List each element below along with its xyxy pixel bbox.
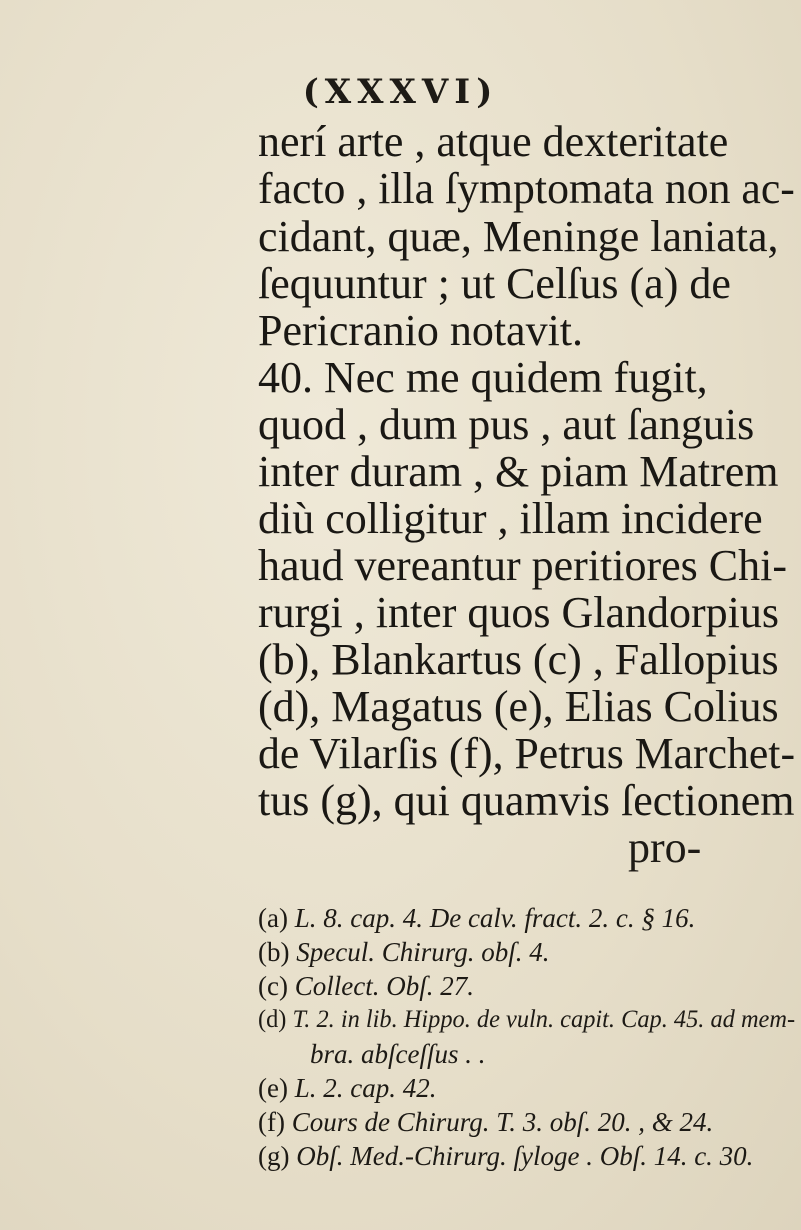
footnote-text: Obſ. Med.-Chirurg. ſyloge . Obſ. 14. c. 30. <box>296 1141 754 1171</box>
text-line: facto , illa ſymptomata non ac- <box>258 164 795 213</box>
footnote-text: T. 2. in lib. Hippo. de vuln. capit. Cap. 45. ad mem- <box>292 1006 796 1033</box>
footnote <box>258 1073 436 1103</box>
footnote-text: Specul. Chirurg. obſ. 4. <box>296 937 550 967</box>
footnote <box>258 937 549 967</box>
footnote-marker: (c) <box>258 971 288 1001</box>
text-line: cidant, quæ, Meninge laniata, <box>258 212 779 261</box>
text-line: rurgi , inter quos Glandorpius <box>258 588 780 637</box>
footnote-marker: (g) <box>258 1141 290 1171</box>
footnote <box>258 1107 713 1137</box>
footnote <box>258 1005 795 1035</box>
text-line: tus (g), qui quamvis ſectionem <box>258 776 795 825</box>
footnote-text: Cours de Chirurg. T. 3. obſ. 20. , & 24. <box>291 1107 714 1137</box>
footnote-text: L. 8. cap. 4. De calv. fract. 2. c. § 16. <box>294 903 696 933</box>
footnote-marker: (a) <box>258 903 288 933</box>
text-line: nerí arte , atque dexteritate <box>258 117 729 166</box>
text-line: ſequuntur ; ut Celſus (a) de <box>258 259 731 308</box>
text-line: Pericranio notavit. <box>258 306 584 355</box>
footnote <box>258 971 474 1001</box>
page-header: (XXXVI) <box>302 72 499 112</box>
text-line: (b), Blankartus (c) , Fallopius <box>258 635 779 684</box>
footnote <box>258 1141 753 1171</box>
footnote <box>310 1039 486 1069</box>
text-line: haud vereantur peritiores Chi- <box>258 541 788 590</box>
footnote-text: Collect. Obſ. 27. <box>294 971 474 1001</box>
footnote-marker: (e) <box>258 1073 288 1103</box>
footnote-marker: (b) <box>258 937 290 967</box>
footnote-marker: (d) <box>258 1006 287 1033</box>
footnote-marker: (f) <box>258 1107 285 1137</box>
footnote-text: bra. abſceſſus . . <box>310 1039 486 1069</box>
text-line: 40. Nec me quidem fugit, <box>258 353 708 402</box>
catchword: pro- <box>628 823 702 872</box>
text-line: inter duram , & piam Matrem <box>258 447 779 496</box>
text-line: (d), Magatus (e), Elias Colius <box>258 682 779 731</box>
text-line: diù colligitur , illam incidere <box>258 494 763 543</box>
footnote-text: L. 2. cap. 42. <box>294 1073 437 1103</box>
text-line: quod , dum pus , aut ſanguis <box>258 400 755 449</box>
text-line: de Vilarſis (f), Petrus Marchet- <box>258 729 796 778</box>
footnote <box>258 903 695 933</box>
